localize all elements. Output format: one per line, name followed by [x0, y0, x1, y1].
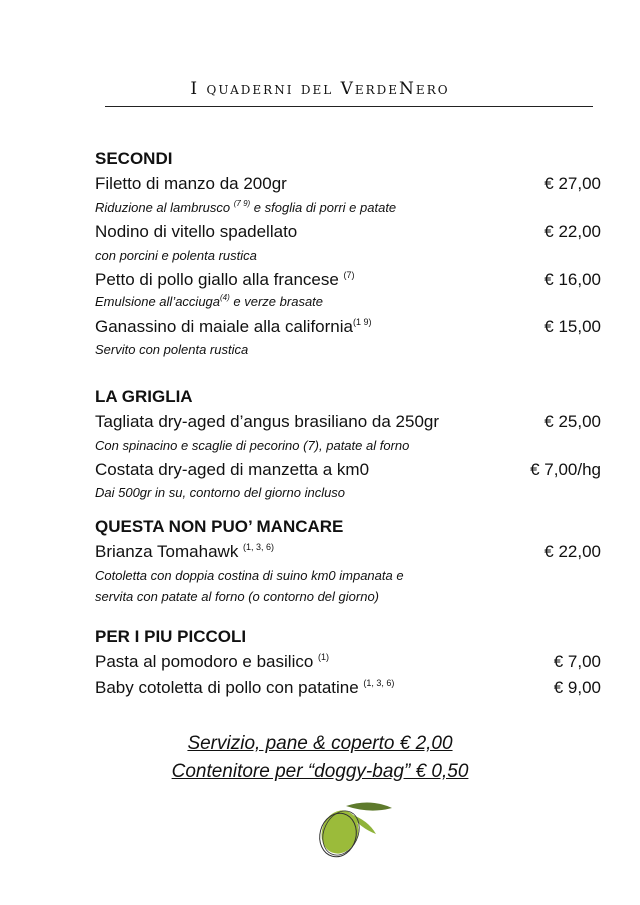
- item-price: € 7,00: [553, 652, 601, 671]
- item-name: Nodino di vitello spadellato: [95, 222, 298, 241]
- title-divider: [105, 106, 593, 107]
- doggy-bag-note: Contenitore per “doggy-bag” € 0,50: [171, 761, 469, 782]
- item-name: Tagliata dry-aged d’angus brasiliano da 250gr: [95, 412, 440, 431]
- item-description: servita con patate al forno (o contorno del giorno): [95, 589, 380, 604]
- item-name: Pasta al pomodoro e basilico $^{(1)}$: [95, 652, 330, 671]
- item-name: Costata dry-aged di manzetta a km0: [95, 460, 370, 479]
- section-title: PER I PIU PICCOLI: [95, 627, 247, 646]
- item-name: Brianza Tomahawk $^{(1, 3, 6)}$: [95, 542, 275, 561]
- item-price: € 16,00: [544, 270, 601, 289]
- item-description: Dai 500gr in su, contorno del giorno incluso: [95, 485, 346, 500]
- olive-logo-icon: [310, 798, 400, 864]
- section-title: QUESTA NON PUO’ MANCARE: [95, 517, 344, 536]
- menu-title: I quaderni del VerdeNero: [190, 79, 450, 99]
- item-description: con porcini e polenta rustica: [95, 248, 257, 263]
- item-description: Con spinacino e scaglie di pecorino (7), patate al forno: [95, 438, 410, 453]
- item-name: Petto di pollo giallo alla francese $^{(7)}$: [95, 270, 355, 289]
- item-name: Ganassino di maiale alla california$^{(1 9)}$: [95, 317, 372, 336]
- item-price: € 22,00: [544, 222, 601, 241]
- item-price: € 27,00: [544, 174, 601, 193]
- item-price: € 25,00: [544, 412, 601, 431]
- item-price: € 7,00/hg: [530, 460, 601, 479]
- item-description: Cotoletta con doppia costina di suino km0 impanata e: [95, 568, 404, 583]
- cover-charge-note: Servizio, pane & coperto € 2,00: [187, 733, 453, 754]
- item-price: € 22,00: [544, 542, 601, 561]
- item-name: Baby cotoletta di pollo con patatine $^{(1, 3, 6)}$: [95, 678, 395, 697]
- item-price: € 9,00: [553, 678, 601, 697]
- section-title: LA GRIGLIA: [95, 387, 193, 406]
- item-price: € 15,00: [544, 317, 601, 336]
- item-name: Filetto di manzo da 200gr: [95, 174, 287, 193]
- item-description: Servito con polenta rustica: [95, 342, 249, 357]
- item-description: Riduzione al lambrusco $^{(7 9)}$ e sfoglia di porri e patate: [95, 199, 397, 215]
- section-title: SECONDI: [95, 149, 173, 168]
- item-description: Emulsione all’acciuga$^{(4)}$ e verze brasate: [95, 293, 324, 309]
